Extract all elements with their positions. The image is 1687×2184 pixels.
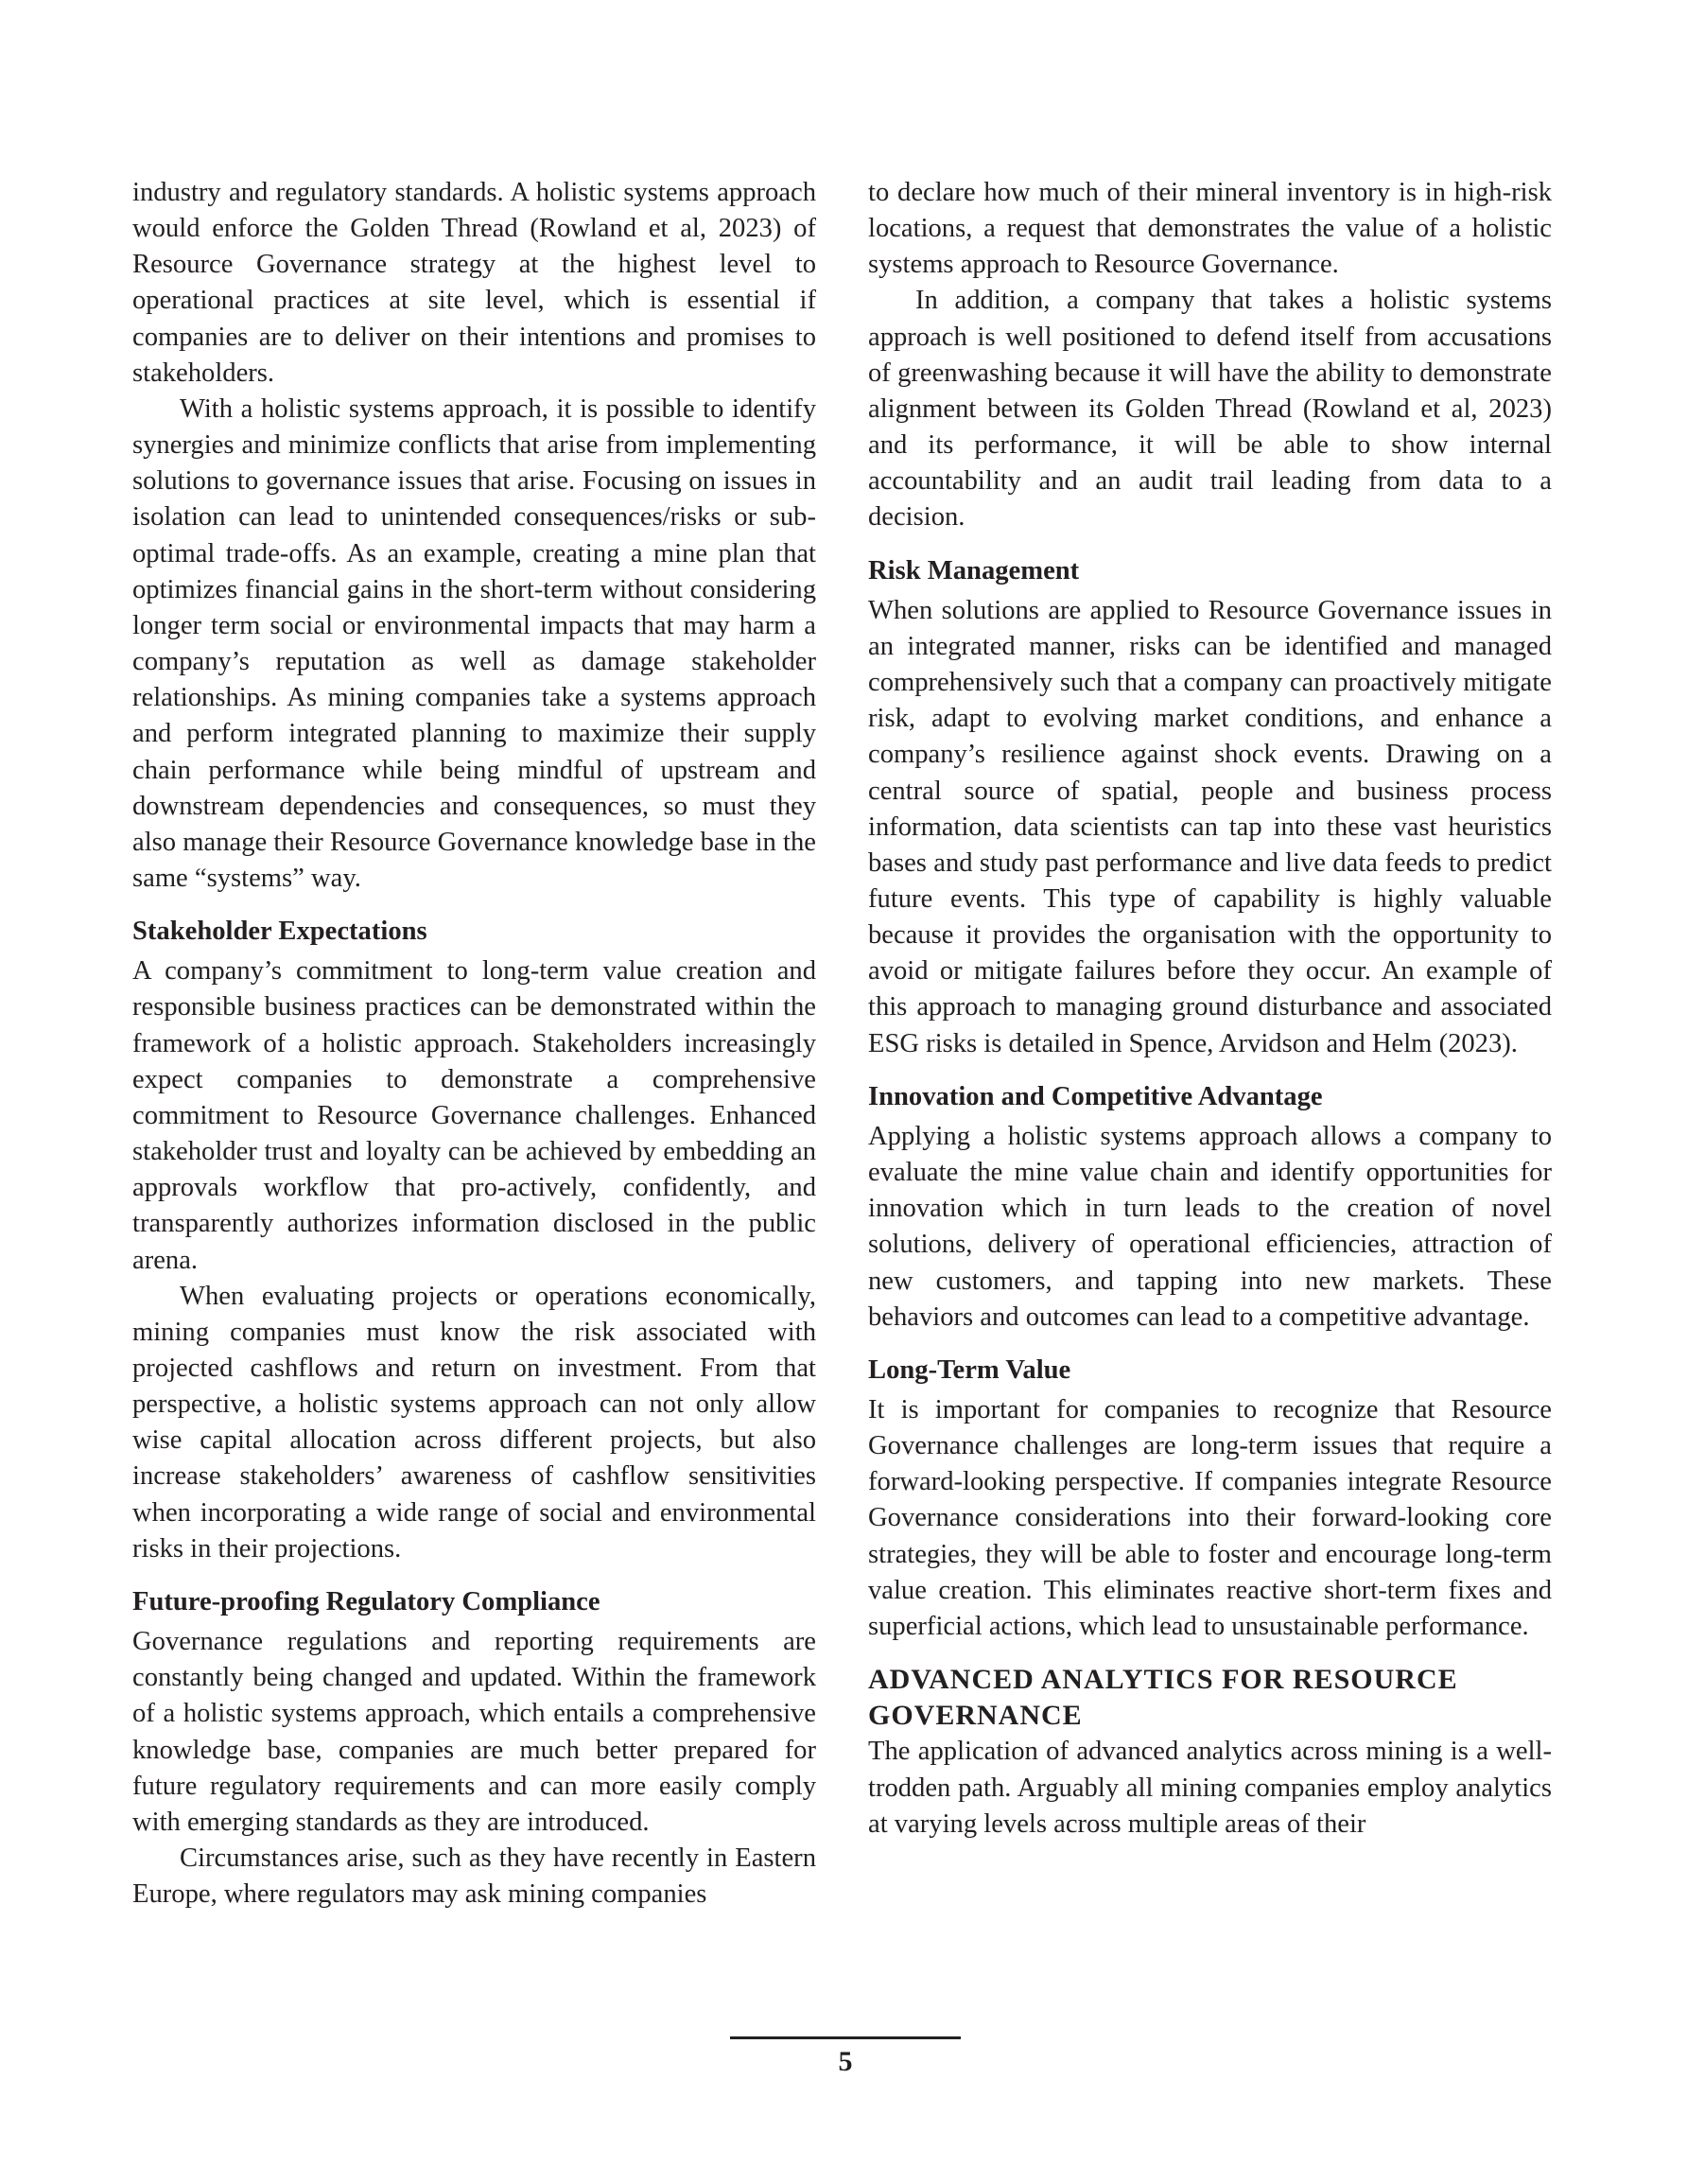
left-column	[132, 175, 816, 1913]
chapter-heading-advanced-analytics: ADVANCED ANALYTICS FOR RESOURCE GOVERNANCE	[868, 1664, 1458, 1732]
paragraph: When evaluating projects or operations economically, mining companies must know the risk associated with projected cashflows and return on investment. From that perspective, a holistic systems approach can not only allow wise capital allocation across different projects, but also increase stakeholders’ awareness of cashflow sensitivities when incorporating a wide range of social and environmental risks in their projections.	[132, 1281, 816, 1564]
paragraph: A company’s commitment to long-term value creation and responsible business practices can be demonstrated within the framework of a holistic approach. Stakeholders increasingly expect companies to demonstrate a comprehensive commitment to Resource Governance challenges. Enhanced stakeholder trust and loyalty can be achieved by embedding an approvals workflow that pro-actively, confidently, and transparently authorizes information disclosed in the public arena.	[132, 956, 816, 1275]
paragraph: Circumstances arise, such as they have recently in Eastern Europe, where regulators may ask mining companies	[132, 1843, 816, 1910]
section-heading-stakeholder-expectations: Stakeholder Expectations	[132, 917, 427, 947]
paragraph: In addition, a company that takes a holistic systems approach is well positioned to defend itself from accusations of greenwashing because it will have the ability to demonstrate alignment between its Golden Thread (Rowland et al, 2023) and its performance, it will be able to show internal accountability and an audit trail leading from data to a decision.	[868, 286, 1552, 533]
paragraph: industry and regulatory standards. A holistic systems approach would enforce the Golden Thread (Rowland et al, 2023) of Resource Governance strategy at the highest level to operational practices at site level, which is essential if companies are to deliver on their intentions and promises to stakeholders.	[132, 178, 816, 388]
paragraph: Governance regulations and reporting requirements are constantly being changed and updated. Within the framework of a holistic systems approach, which entails a comprehensive knowledge base, companies are much better prepared for future regulatory requirements and can more easily comply with emerging standards as they are introduced.	[132, 1627, 816, 1837]
section-heading-risk-management: Risk Management	[868, 555, 1080, 585]
paragraph: With a holistic systems approach, it is possible to identify synergies and minimize conflicts that arise from implementing solutions to governance issues that arise. Focusing on issues in isolation can lead to unintended consequences/risks or sub-optimal trade-offs. As an example, creating a mine plan that optimizes financial gains in the short-term without considering longer term social or environmental impacts that may harm a company’s reputation as well as damage stakeholder relationships. As mining companies take a systems approach and perform integrated planning to maximize their supply chain performance while being mindful of upstream and downstream dependencies and consequences, so must they also manage their Resource Governance knowledge base in the same “systems” way.	[132, 393, 816, 893]
paragraph: to declare how much of their mineral inventory is in high-risk locations, a request that demonstrates the value of a holistic systems approach to Resource Governance.	[868, 178, 1552, 280]
paragraph: When solutions are applied to Resource Governance issues in an integrated manner, risks can be identified and managed comprehensively such that a company can proactively mitigate risk, adapt to evolving market conditions, and enhance a company’s resilience against shock events. Drawing on a central source of spatial, people and business process information, data scientists can tap into these vast heuristics bases and study past performance and live data feeds to predict future events. This type of capability is highly valuable because it provides the organisation with the opportunity to avoid or mitigate failures before they occur. An example of this approach to managing ground disturbance and associated ESG risks is detailed in Spence, Arvidson and Helm (2023).	[868, 595, 1552, 1058]
section-heading-long-term-value: Long-Term Value	[868, 1354, 1071, 1385]
right-column	[868, 175, 1552, 1843]
footer-rule	[730, 2036, 961, 2039]
paragraph: Applying a holistic systems approach allows a company to evaluate the mine value chain and identify opportunities for innovation which in turn leads to the creation of novel solutions, delivery of operational efficiencies, attraction of new customers, and tapping into new markets. These behaviors and outcomes can lead to a competitive advantage.	[868, 1121, 1552, 1332]
page-number: 5	[838, 2046, 853, 2077]
paragraph: The application of advanced analytics across mining is a well-trodden path. Arguably all mining companies employ analytics at varying levels across multiple areas of their	[868, 1737, 1552, 1839]
section-heading-future-proofing: Future-proofing Regulatory Compliance	[132, 1586, 600, 1616]
section-heading-innovation: Innovation and Competitive Advantage	[868, 1081, 1323, 1111]
paragraph: It is important for companies to recognize that Resource Governance challenges are long-term issues that require a forward-looking perspective. If companies integrate Resource Governance considerations into their forward-looking core strategies, they will be able to foster and encourage long-term value creation. This eliminates reactive short-term fixes and superficial actions, which lead to unsustainable performance.	[868, 1395, 1552, 1641]
